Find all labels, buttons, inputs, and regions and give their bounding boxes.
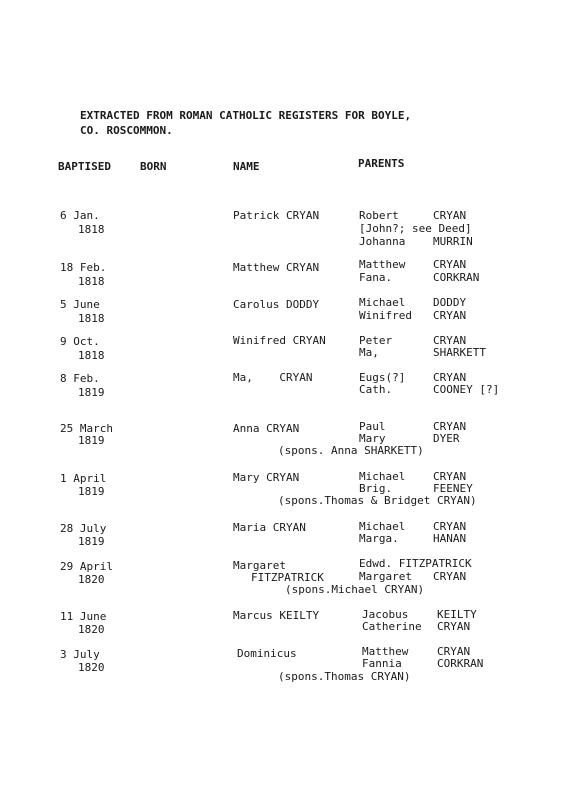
baptism-date: 11 June [60,610,107,623]
child-name: Margaret [233,559,286,572]
father-first: Jacobus [362,608,409,621]
mother-first: Marga. [359,532,399,545]
mother-first: Johanna [359,235,406,248]
sponsors: (spons.Michael CRYAN) [285,583,425,596]
mother-surname: CRYAN [433,570,467,583]
child-name: Maria CRYAN [233,521,306,534]
father-surname: CRYAN [433,470,467,483]
baptism-date: 6 Jan. [60,209,100,222]
baptism-year: 1818 [78,349,105,362]
child-name: Anna CRYAN [233,422,300,435]
header-born: BORN [140,160,167,173]
baptism-date: 29 April [60,560,113,573]
mother-surname: MURRIN [433,235,473,248]
father-first: Paul [359,420,386,433]
mother-first: Catherine [362,620,422,633]
father-first: Michael [359,470,406,483]
mother-surname: CORKRAN [437,657,484,670]
baptism-date: 8 Feb. [60,372,100,385]
title-line-1: EXTRACTED FROM ROMAN CATHOLIC REGISTERS FOR BOYLE, [80,109,412,122]
mother-first: Fana. [359,271,393,284]
child-name: Dominicus [237,647,297,660]
mother-surname: CORKRAN [433,271,480,284]
mother-surname: HANAN [433,532,467,545]
child-name: Patrick CRYAN [233,209,320,222]
header-name: NAME [233,160,260,173]
baptism-year: 1819 [78,434,105,447]
baptism-date: 3 July [60,648,100,661]
mother-surname: SHARKETT [433,346,486,359]
father-surname: CRYAN [433,520,467,533]
father-first: Eugs(?] [359,371,406,384]
baptism-date: 1 April [60,472,107,485]
baptism-date: 9 Oct. [60,335,100,348]
father-full: Edwd. FITZPATRICK [359,557,472,570]
baptism-date: 5 June [60,298,100,311]
father-surname: KEILTY [437,608,477,621]
child-name: Winifred CRYAN [233,334,326,347]
mother-surname: FEENEY [433,482,473,495]
father-surname: CRYAN [433,371,467,384]
father-first: Matthew [362,645,409,658]
header-baptised: BAPTISED [58,160,111,173]
father-surname: CRYAN [433,420,467,433]
child-surname: FITZPATRICK [251,571,324,584]
sponsors: (spons.Thomas CRYAN) [278,670,411,683]
child-name: Carolus DODDY [233,298,320,311]
mother-first: Mary [359,432,386,445]
father-surname: CRYAN [433,334,467,347]
mother-first: Ma, [359,346,379,359]
baptism-year: 1820 [78,661,105,674]
father-surname: CRYAN [433,209,467,222]
child-name: Mary CRYAN [233,471,300,484]
baptism-year: 1818 [78,275,105,288]
baptism-year: 1818 [78,223,105,236]
mother-first: Fannia [362,657,402,670]
mother-first: Margaret [359,570,412,583]
father-surname: CRYAN [433,258,467,271]
father-surname: CRYAN [437,645,471,658]
sponsors: (spons. Anna SHARKETT) [278,444,424,457]
baptism-date: 25 March [60,422,113,435]
child-name: Marcus KEILTY [233,609,320,622]
mother-first: Brig. [359,482,393,495]
title-line-2: CO. ROSCOMMON. [80,124,173,137]
father-first: Michael [359,296,406,309]
baptism-year: 1820 [78,573,105,586]
document-title [80,108,411,138]
mother-surname: CRYAN [437,620,471,633]
father-first: Matthew [359,258,406,271]
baptism-date: 28 July [60,522,107,535]
mother-surname: COONEY [?] [433,383,500,396]
father-note: [John?; see Deed] [359,222,472,235]
mother-first: Cath. [359,383,393,396]
mother-first: Winifred [359,309,412,322]
baptism-date: 18 Feb. [60,261,107,274]
child-name: Matthew CRYAN [233,261,320,274]
baptism-year: 1818 [78,312,105,325]
child-name: Ma, CRYAN [233,371,313,384]
mother-surname: CRYAN [433,309,467,322]
father-first: Michael [359,520,406,533]
father-first: Peter [359,334,393,347]
sponsors: (spons.Thomas & Bridget CRYAN) [278,494,477,507]
baptism-year: 1819 [78,485,105,498]
baptism-year: 1819 [78,386,105,399]
baptism-year: 1819 [78,535,105,548]
header-parents: PARENTS [358,157,405,170]
baptism-year: 1820 [78,623,105,636]
father-first: Robert [359,209,399,222]
mother-surname: DYER [433,432,460,445]
father-surname: DODDY [433,296,467,309]
